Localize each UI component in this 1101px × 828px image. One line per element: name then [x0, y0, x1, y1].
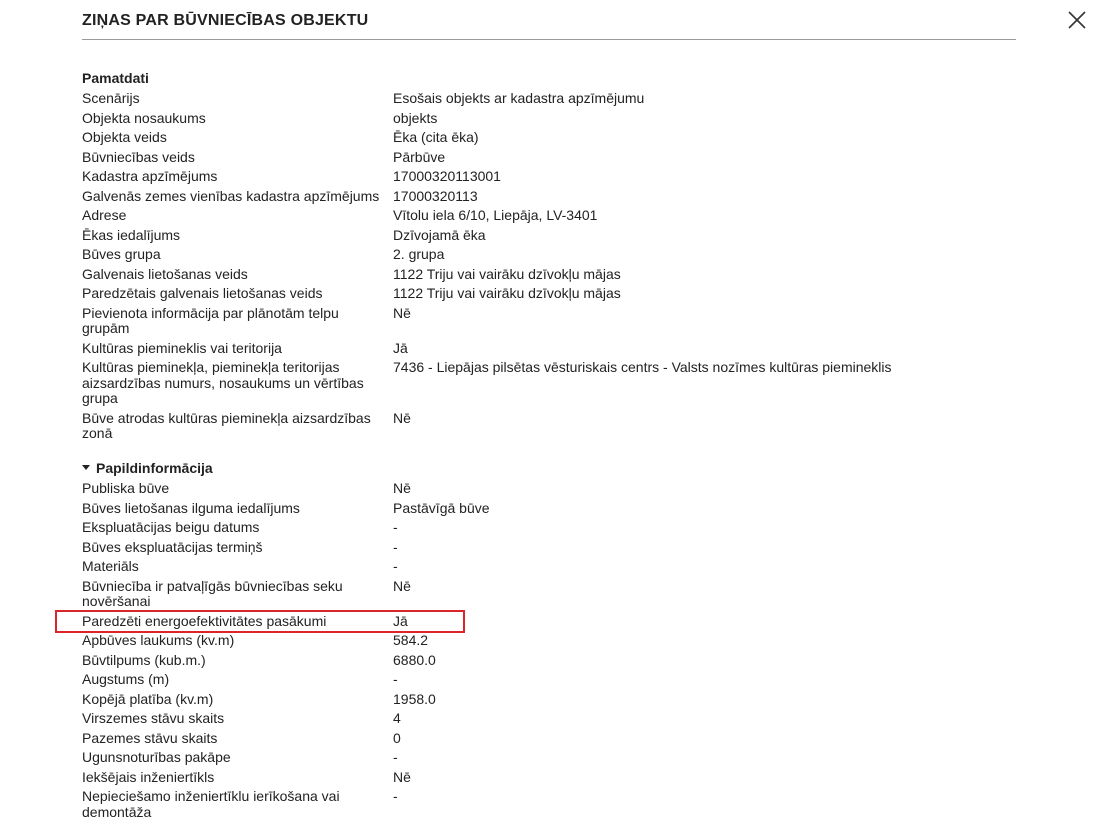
field-value: Jā: [393, 612, 408, 629]
field-value: 17000320113: [393, 187, 478, 204]
field-label: Scenārijs: [82, 90, 140, 106]
field-row: [82, 226, 1016, 246]
field-label: Nepieciešamo inženiertīklu ierīkošana vai demontāža: [82, 788, 340, 820]
field-label: Būvniecība ir patvaļīgās būvniecības seku novēršanai: [82, 577, 343, 609]
field-label: Kopējā platība (kv.m): [82, 690, 214, 707]
field-label: Būvniecības veids: [82, 148, 195, 165]
field-row: [82, 577, 1016, 612]
field-value: 0: [393, 729, 401, 746]
field-value: 7436 - Liepājas pilsētas vēsturiskais centrs - Valsts nozīmes kultūras piemineklis: [393, 359, 892, 375]
field-label: Būves grupa: [82, 246, 161, 262]
field-label: Paredzēti energoefektivitātes pasākumi: [82, 612, 327, 629]
field-row: [82, 245, 1016, 265]
field-value: objekts: [393, 109, 438, 126]
papildinformacija-rows: [82, 479, 1016, 822]
field-value: Ēka (cita ēka): [393, 129, 479, 145]
field-row: [82, 358, 1016, 409]
field-row: [82, 109, 1016, 129]
field-row: [82, 787, 1016, 822]
section-heading-pamatdati: Pamatdati: [82, 70, 149, 86]
field-value: 1958.0: [393, 690, 436, 707]
field-row: [82, 709, 1016, 729]
caret-down-icon: [82, 465, 90, 470]
field-label: Būvtilpums (kub.m.): [82, 651, 206, 668]
section-pamatdati: [82, 67, 1016, 444]
field-value: -: [393, 788, 398, 804]
field-label: Apbūves laukums (kv.m): [82, 632, 235, 648]
field-label: Objekta veids: [82, 129, 167, 145]
field-label: Materiāls: [82, 558, 139, 574]
field-value: Nē: [393, 480, 411, 496]
field-label: Galvenās zemes vienības kadastra apzīmējums: [82, 187, 380, 204]
field-row: [82, 479, 1016, 499]
field-label: Būve atrodas kultūras pieminekļa aizsardzības zonā: [82, 409, 371, 441]
field-row: [82, 89, 1016, 109]
field-row: [82, 265, 1016, 285]
field-row: [82, 748, 1016, 768]
section-heading-papildinformacija: Papildinformācija: [96, 460, 213, 476]
field-row: [82, 284, 1016, 304]
field-label: Iekšējais inženiertīkls: [82, 768, 215, 785]
field-row: [82, 187, 1016, 207]
field-row: [82, 690, 1016, 710]
field-value: Vītolu iela 6/10, Liepāja, LV-3401: [393, 207, 598, 223]
field-row: [82, 768, 1016, 788]
field-label: Adrese: [82, 207, 127, 223]
field-value: -: [393, 671, 398, 687]
field-label: Ugunsnoturības pakāpe: [82, 749, 231, 765]
field-value: -: [393, 749, 398, 765]
field-value: Nē: [393, 409, 411, 426]
field-row: [82, 409, 1016, 444]
dialog-title: ZIŅAS PAR BŪVNIECĪBAS OBJEKTU: [82, 12, 369, 29]
field-value: Dzīvojamā ēka: [393, 226, 486, 243]
field-label: Kultūras pieminekļa, pieminekļa teritorijas aizsardzības numurs, nosaukums un vērtības grupa: [82, 359, 364, 406]
field-row: [82, 148, 1016, 168]
field-label: Publiska būve: [82, 480, 170, 496]
field-label: Būves lietošanas ilguma iedalījums: [82, 499, 300, 516]
field-row: [82, 557, 1016, 577]
field-label: Kadastra apzīmējums: [82, 168, 218, 184]
pamatdati-rows: [82, 89, 1016, 444]
field-label: Ekspluatācijas beigu datums: [82, 519, 260, 535]
field-value: 1122 Triju vai vairāku dzīvokļu mājas: [393, 265, 621, 282]
close-icon[interactable]: [1066, 9, 1088, 31]
field-value: 4: [393, 710, 401, 726]
field-value: Nē: [393, 577, 411, 594]
field-row: [82, 631, 1016, 651]
field-value: 6880.0: [393, 651, 436, 668]
field-label: Virszemes stāvu skaits: [82, 710, 225, 726]
field-value: Jā: [393, 339, 408, 356]
field-value: 17000320113001: [393, 168, 501, 184]
field-label: Ēkas iedalījums: [82, 226, 181, 243]
field-row: [82, 651, 1016, 671]
field-row: [82, 128, 1016, 148]
title-divider: [82, 39, 1016, 40]
section-toggle-papildinformacija[interactable]: [82, 457, 1016, 479]
field-label: Paredzētais galvenais lietošanas veids: [82, 285, 323, 301]
field-value: Pārbūve: [393, 148, 446, 165]
field-label: Augstums (m): [82, 671, 170, 687]
field-label: Galvenais lietošanas veids: [82, 265, 248, 282]
field-row: [82, 167, 1016, 187]
field-value: Pastāvīgā būve: [393, 499, 490, 516]
field-value: Esošais objekts ar kadastra apzīmējumu: [393, 90, 645, 106]
field-row: [82, 339, 1016, 359]
field-value: -: [393, 558, 398, 574]
field-label: Pievienota informācija par plānotām telpu grupām: [82, 304, 339, 336]
field-value: 1122 Triju vai vairāku dzīvokļu mājas: [393, 285, 621, 301]
field-row: [82, 670, 1016, 690]
field-label: Pazemes stāvu skaits: [82, 729, 218, 746]
field-row: [82, 206, 1016, 226]
field-row: [82, 304, 1016, 339]
section-papildinformacija: [82, 457, 1016, 822]
field-row: [82, 729, 1016, 749]
field-row: [82, 499, 1016, 519]
field-label: Objekta nosaukums: [82, 109, 206, 126]
field-value: 2. grupa: [393, 246, 445, 262]
field-value: -: [393, 519, 398, 535]
field-value: -: [393, 538, 398, 555]
field-label: Būves ekspluatācijas termiņš: [82, 538, 263, 555]
field-label: Kultūras piemineklis vai teritorija: [82, 339, 282, 356]
field-row: [82, 518, 1016, 538]
field-value: Nē: [393, 768, 411, 785]
highlighted-row: [57, 612, 463, 632]
field-row: [82, 538, 1016, 558]
field-value: Nē: [393, 304, 411, 321]
field-value: 584.2: [393, 632, 429, 648]
